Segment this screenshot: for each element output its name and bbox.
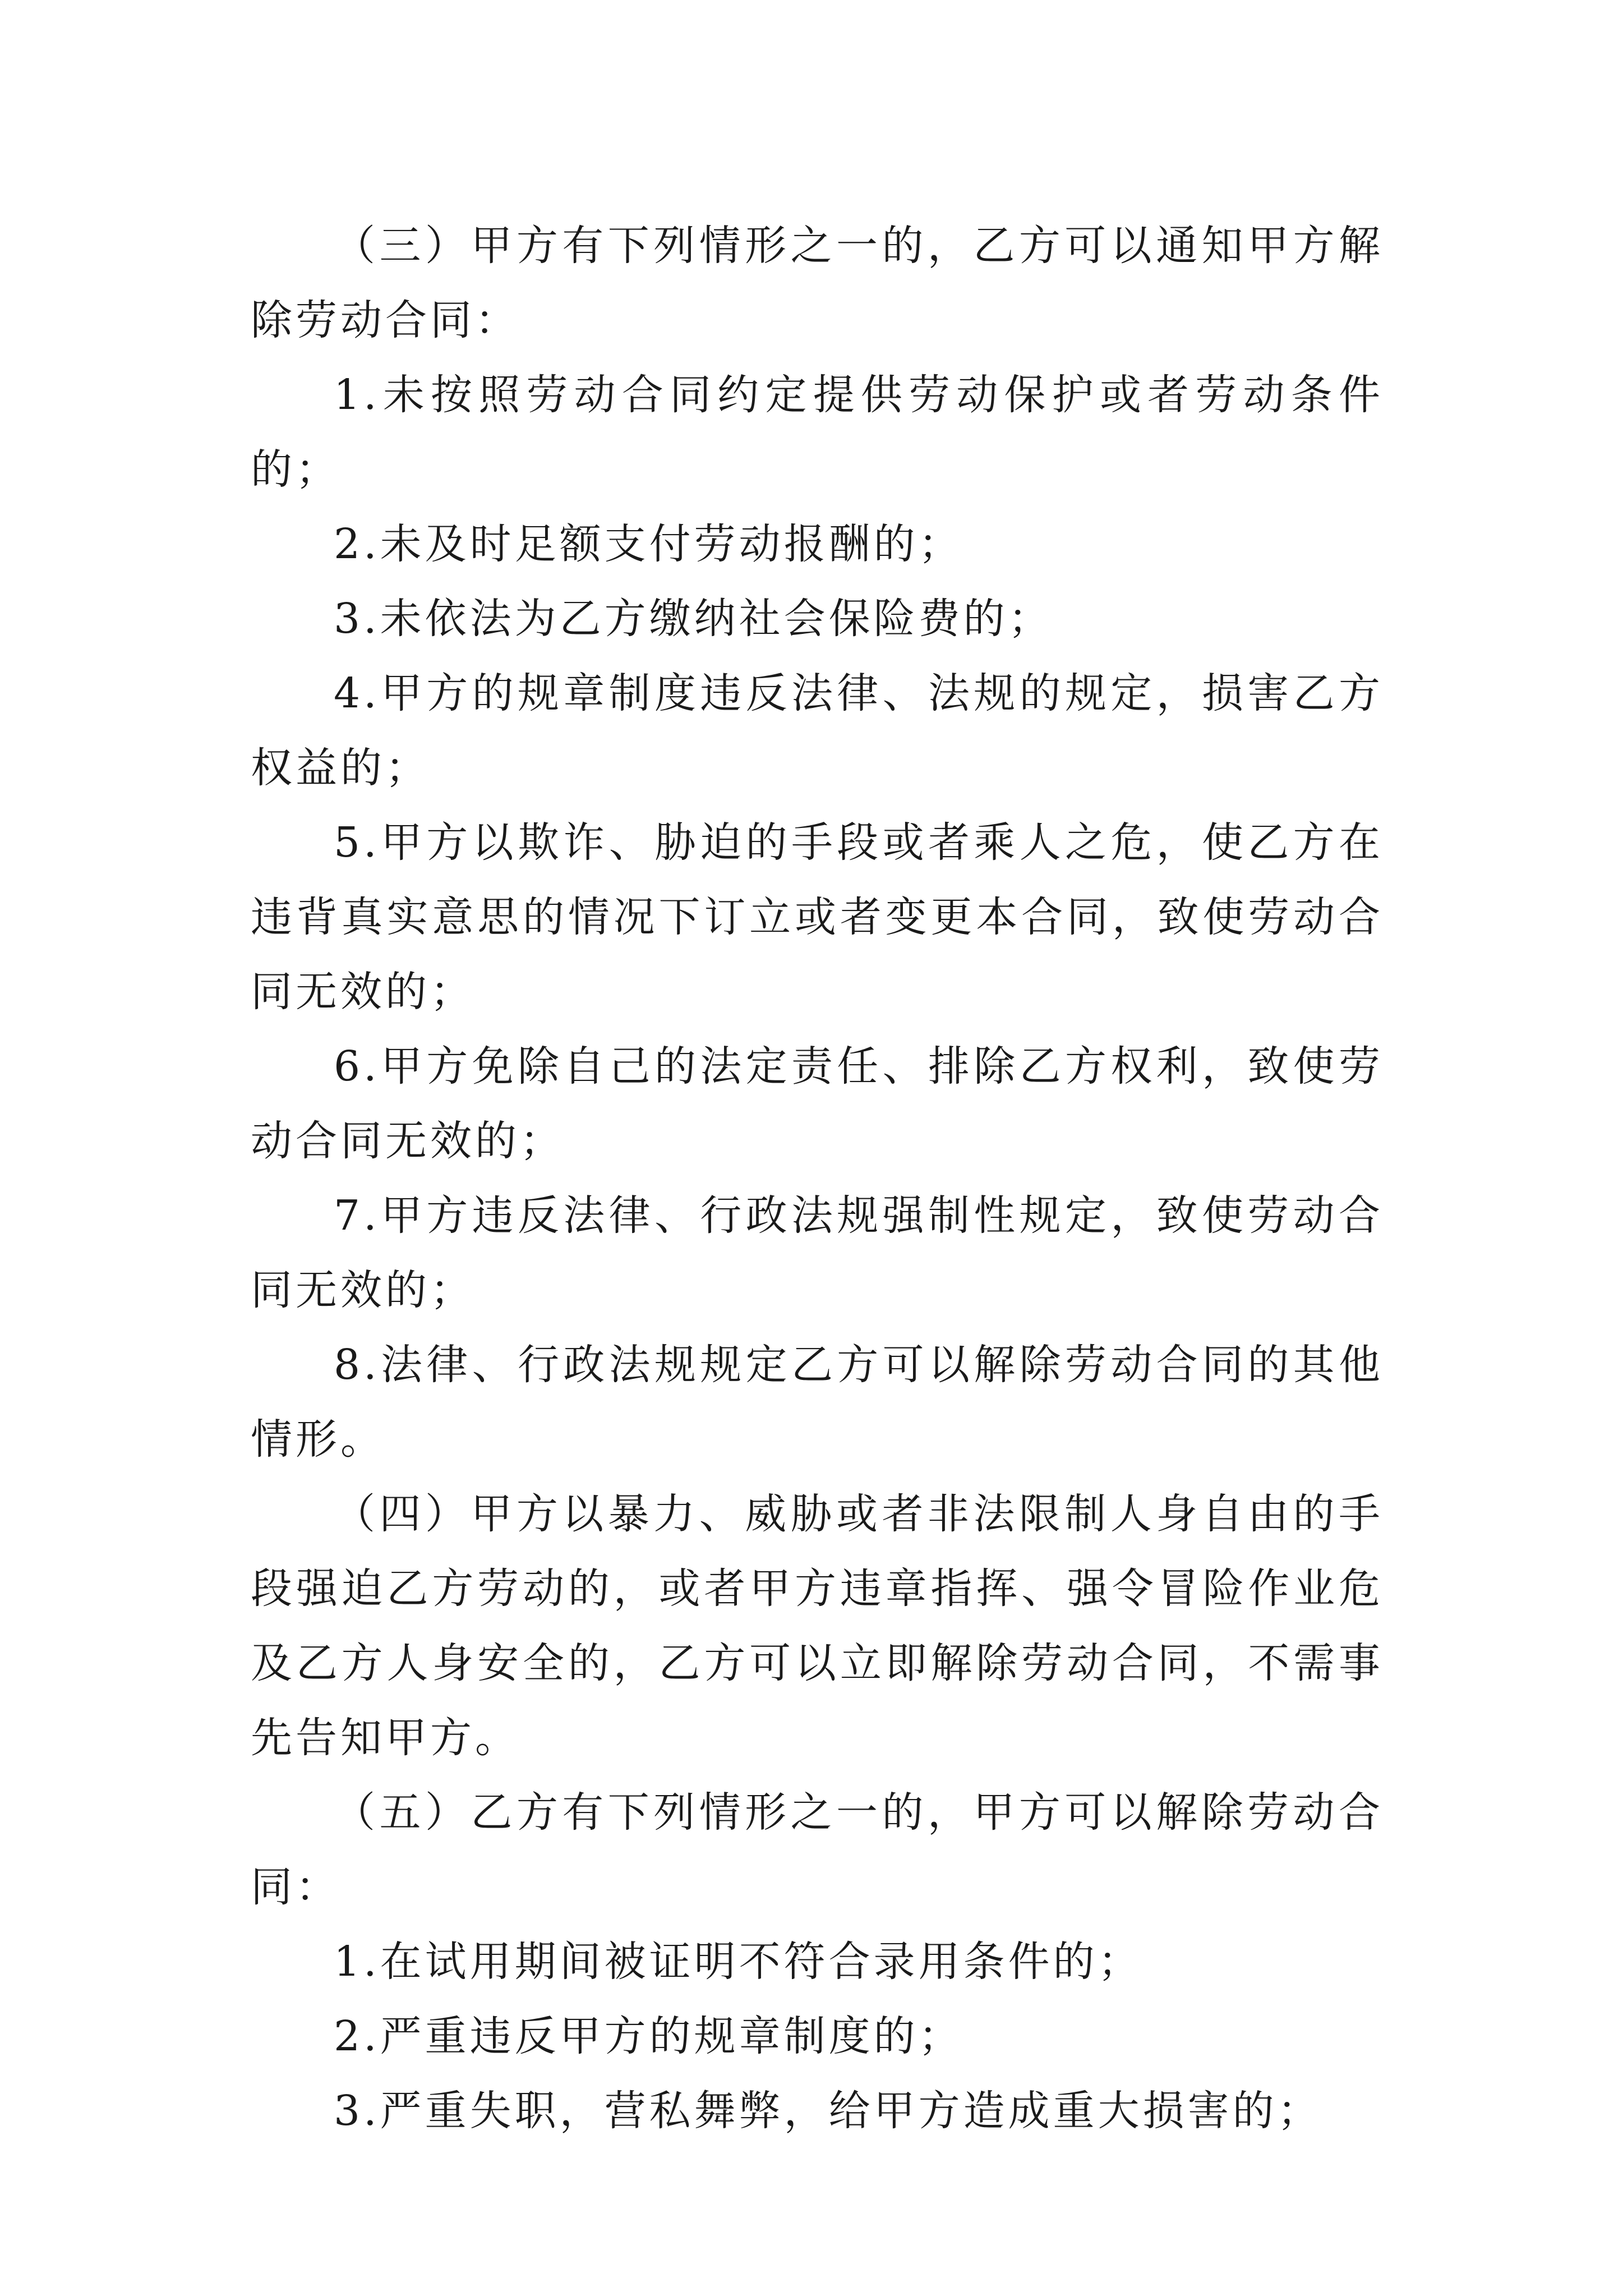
paragraph-item-2: 2.未及时足额支付劳动报酬的； [334, 520, 963, 568]
paragraph-section-4: （四）甲方以暴力、威胁或者非法限制人身自由的手段强迫乙方劳动的，或者甲方违章指挥、强令冒险作业危及乙方人身安全的，乙方可以立即解除劳动合同，不需事先告知甲方。 [251, 1490, 1384, 1762]
paragraph-item-6: 6.甲方免除自己的法定责任、排除乙方权利，致使劳动合同无效的； [251, 1042, 1384, 1165]
paragraph-item-5: 5.甲方以欺诈、胁迫的手段或者乘人之危，使乙方在违背真实意思的情况下订立或者变更本合同，致使劳动合同无效的； [251, 818, 1384, 1016]
paragraph-item-2: 2.严重违反甲方的规章制度的； [334, 2012, 963, 2060]
paragraph-item-3: 3.未依法为乙方缴纳社会保险费的； [334, 595, 1053, 643]
paragraph-section-5-intro: （五）乙方有下列情形之一的，甲方可以解除劳动合同： [251, 1788, 1384, 1911]
paragraph-section-3-intro: （三）甲方有下列情形之一的，乙方可以通知甲方解除劳动合同： [251, 222, 1384, 344]
paragraph-item-1: 1.未按照劳动合同约定提供劳动保护或者劳动条件的； [251, 371, 1384, 494]
paragraph-item-1: 1.在试用期间被证明不符合录用条件的； [334, 1938, 1143, 1986]
paragraph-item-7: 7.甲方违反法律、行政法规强制性规定，致使劳动合同无效的； [251, 1191, 1384, 1314]
paragraph-item-3: 3.严重失职，营私舞弊，给甲方造成重大损害的； [334, 2087, 1322, 2135]
paragraph-item-8: 8.法律、行政法规规定乙方可以解除劳动合同的其他情形。 [251, 1341, 1384, 1464]
paragraph-item-4: 4.甲方的规章制度违反法律、法规的规定，损害乙方权益的； [251, 669, 1384, 792]
document-body [251, 209, 1384, 2148]
